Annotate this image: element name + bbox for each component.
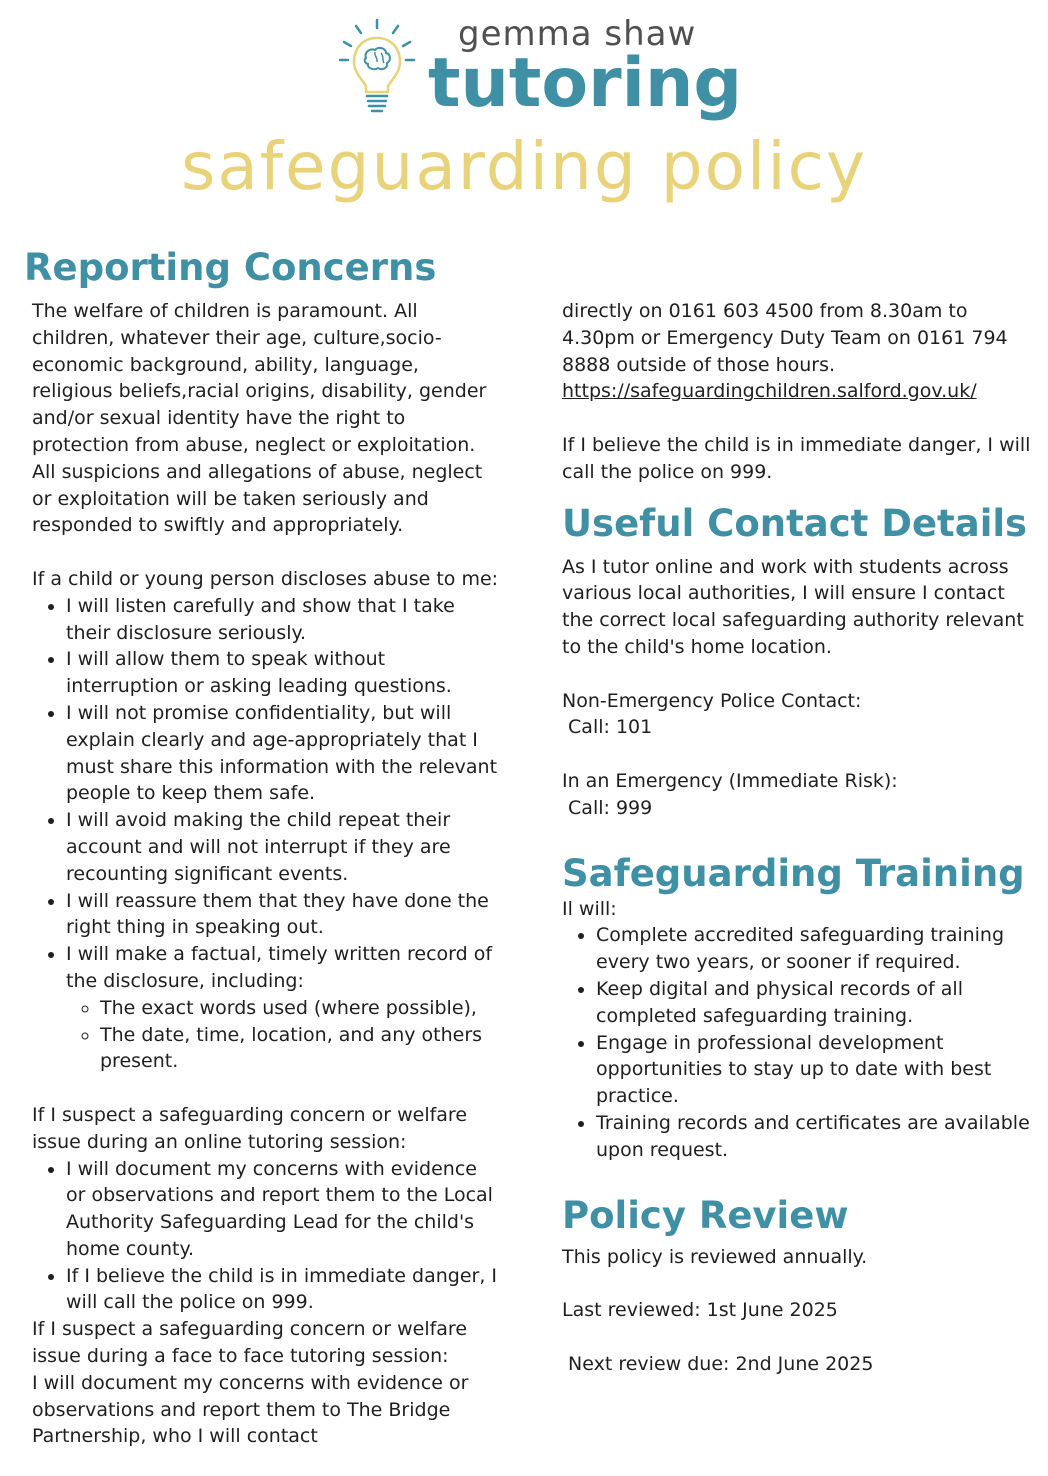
left-column	[32, 298, 502, 1450]
brand-name: gemma shaw	[458, 14, 697, 54]
non-emergency-call: Call: 101	[562, 716, 653, 739]
record-sub-list	[66, 995, 502, 1075]
list-item: • I will reassure them that they have done the right thing in speaking out.	[66, 888, 502, 942]
emergency-label: In an Emergency (Immediate Risk):	[562, 769, 898, 792]
page-header	[0, 0, 1048, 230]
sub-list-item: ◦ The date, time, location, and any others present.	[100, 1022, 502, 1076]
emergency-call: Call: 999	[562, 796, 653, 819]
bridge-contact-text: directly on 0161 603 4500 from 8.30am to 4.30pm or Emergency Duty Team on 0161 794 8888 outside of those hours.	[562, 300, 1008, 376]
document-title: safeguarding policy	[180, 128, 868, 205]
online-concern-lead: If I suspect a safeguarding concern or welfare issue during an online tutoring session:	[32, 1103, 468, 1153]
disclosure-lead: If a child or young person discloses abuse to me:	[32, 567, 499, 590]
reporting-concerns-heading: Reporting Concerns	[24, 246, 437, 289]
last-reviewed: Last reviewed: 1st June 2025	[562, 1299, 838, 1322]
list-item: • I will listen carefully and show that I take their disclosure seriously.	[66, 593, 502, 647]
review-frequency: This policy is reviewed annually.	[562, 1245, 868, 1268]
sub-list-item: ◦ The exact words used (where possible),	[100, 995, 502, 1022]
brand-wordmark: tutoring	[428, 44, 743, 123]
disclosure-list	[32, 593, 502, 1075]
non-emergency-label: Non-Emergency Police Contact:	[562, 689, 862, 712]
contacts-intro: As I tutor online and work with students across various local authorities, I will ensure I contact the correct local safeguarding authority relevant to the child's home location.	[562, 555, 1024, 658]
safeguarding-training-heading: Safeguarding Training	[562, 851, 1025, 895]
lightbulb-brain-icon	[334, 16, 420, 116]
list-item-text: I will make a factual, timely written record of the disclosure, including:	[66, 943, 493, 992]
face-to-face-text: I will document my concerns with evidence or observations and report them to The Bridge Partnership, who I will contact	[32, 1371, 469, 1448]
list-item: • I will not promise confidentiality, but will explain clearly and age-appropriately that I must share this information with the relevant people to keep them safe.	[66, 700, 502, 807]
useful-contacts-heading: Useful Contact Details	[562, 501, 1028, 545]
welfare-paragraph: The welfare of children is paramount. All children, whatever their age, culture,socio-economic background, ability, language, religious beliefs,racial origins, disability, gender and/or sexual identity have the right to protection from abuse, neglect or exploitation. All suspicions and allegations of abuse, neglect or exploitation will be taken seriously and responded to swiftly and appropriately.	[32, 300, 487, 537]
list-item: • I will avoid making the child repeat their account and will not interrupt if they are recounting significant events.	[66, 807, 502, 887]
list-item: • If I believe the child is in immediate danger, I will call the police on 999.	[66, 1263, 502, 1317]
safeguarding-link[interactable]: https://safeguardingchildren.salford.gov.uk/	[562, 380, 977, 403]
training-list	[562, 922, 1032, 1163]
list-item: • Complete accredited safeguarding training every two years, or sooner if required.	[596, 922, 1032, 976]
list-item: • I will allow them to speak without interruption or asking leading questions.	[66, 646, 502, 700]
immediate-danger-text: If I believe the child is in immediate danger, I will call the police on 999.	[562, 433, 1031, 483]
face-to-face-lead: If I suspect a safeguarding concern or welfare issue during a face to face tutoring session:	[32, 1318, 468, 1368]
next-review: Next review due: 2nd June 2025	[562, 1352, 874, 1375]
training-lead: Il will:	[562, 897, 617, 920]
list-item: • Training records and certificates are available upon request.	[596, 1110, 1032, 1164]
list-item: • I will document my concerns with evidence or observations and report them to the Local Authority Safeguarding Lead for the child's home county.	[66, 1156, 502, 1263]
list-item: • Keep digital and physical records of all completed safeguarding training.	[596, 976, 1032, 1030]
policy-review-heading: Policy Review	[562, 1193, 849, 1237]
right-column	[562, 298, 1032, 1378]
list-item	[66, 941, 502, 1075]
list-item: • Engage in professional development opportunities to stay up to date with best practice.	[596, 1030, 1032, 1110]
online-concern-list	[32, 1156, 502, 1317]
